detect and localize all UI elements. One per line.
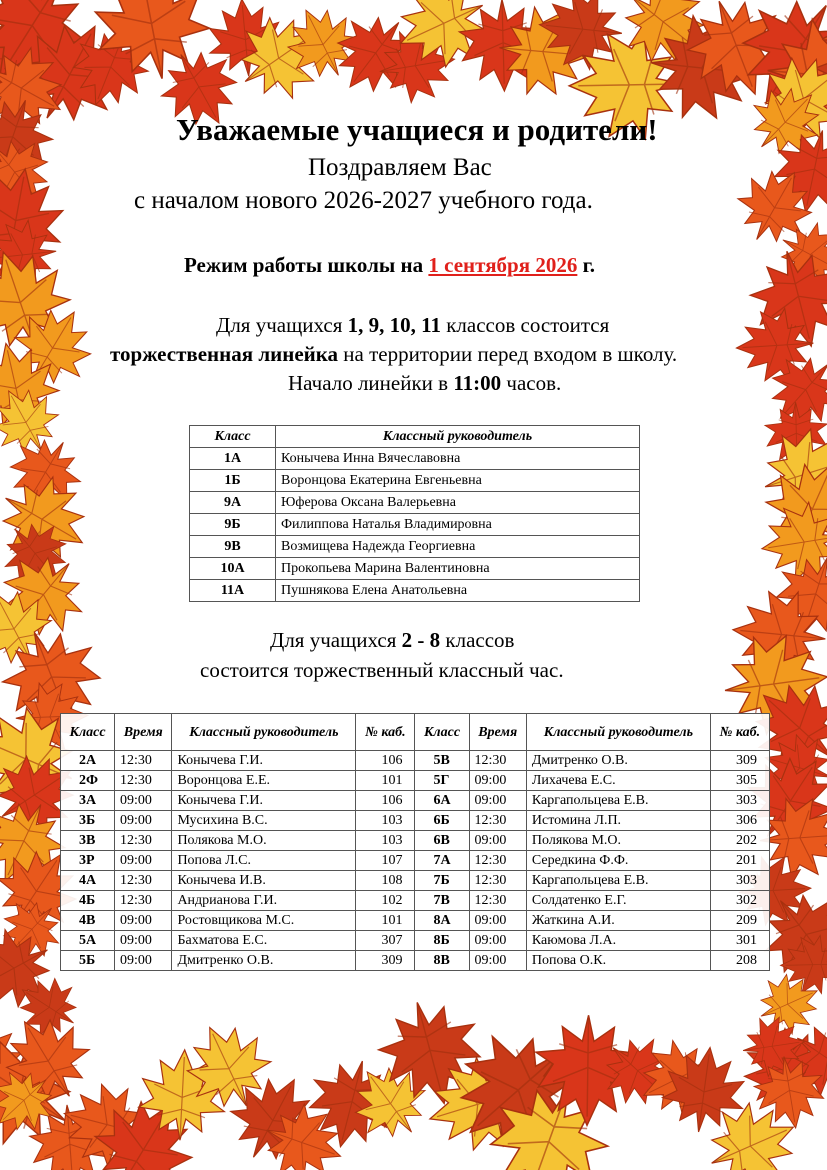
teacher-cell: Жаткина А.И. xyxy=(526,911,710,931)
ceremony-event: торжественная линейка xyxy=(110,342,339,366)
teacher-cell: Попова О.К. xyxy=(526,951,710,971)
room-cell: 302 xyxy=(710,891,769,911)
room-column-header: № каб. xyxy=(356,714,415,751)
greeting-line-1: Поздравляем Вас xyxy=(308,154,492,181)
teacher-cell: Истомина Л.П. xyxy=(526,811,710,831)
class-column-header: Класс xyxy=(61,714,115,751)
class-cell: 6А xyxy=(415,791,469,811)
teacher-cell: Филиппова Наталья Владимировна xyxy=(276,514,640,536)
class-cell: 5А xyxy=(61,931,115,951)
classhour-text: Для учащихся xyxy=(270,628,402,652)
table-row xyxy=(61,751,770,771)
class-cell: 3А xyxy=(61,791,115,811)
teacher-cell: Дмитренко О.В. xyxy=(526,751,710,771)
room-cell: 201 xyxy=(710,851,769,871)
teacher-cell: Конычева Инна Вячеславовна xyxy=(276,448,640,470)
teacher-cell: Конычева Г.И. xyxy=(172,751,356,771)
teacher-cell: Юферова Оксана Валерьевна xyxy=(276,492,640,514)
teacher-cell: Попова Л.С. xyxy=(172,851,356,871)
room-cell: 208 xyxy=(710,951,769,971)
table-row xyxy=(61,851,770,871)
time-cell: 12:30 xyxy=(115,871,172,891)
teacher-cell: Бахматова Е.С. xyxy=(172,931,356,951)
ceremony-text: на территории перед входом в школу. xyxy=(338,342,678,366)
room-cell: 309 xyxy=(356,951,415,971)
class-cell: 8А xyxy=(415,911,469,931)
schedule-prefix: Режим работы школы на xyxy=(184,253,429,277)
ceremony-text: классов состоится xyxy=(440,313,610,337)
class-cell: 7Б xyxy=(415,871,469,891)
time-cell: 12:30 xyxy=(469,851,526,871)
class-cell: 5Б xyxy=(61,951,115,971)
time-cell: 09:00 xyxy=(469,951,526,971)
table-header-row xyxy=(61,714,770,751)
class-cell: 3Б xyxy=(61,811,115,831)
class-cell: 5Г xyxy=(415,771,469,791)
teacher-cell: Андрианова Г.И. xyxy=(172,891,356,911)
room-cell: 303 xyxy=(710,871,769,891)
time-cell: 09:00 xyxy=(469,831,526,851)
room-cell: 202 xyxy=(710,831,769,851)
classhour-line-2: состоится торжественный классный час. xyxy=(200,658,564,682)
teacher-cell: Воронцова Е.Е. xyxy=(172,771,356,791)
table-row xyxy=(61,771,770,791)
table-row xyxy=(61,831,770,851)
column-header: Классный руководитель xyxy=(276,426,640,448)
time-cell: 09:00 xyxy=(469,791,526,811)
class-cell: 1А xyxy=(190,448,276,470)
teacher-cell: Мусихина В.С. xyxy=(172,811,356,831)
teacher-cell: Каргапольцева Е.В. xyxy=(526,871,710,891)
teacher-cell: Конычева И.В. xyxy=(172,871,356,891)
table-header-row xyxy=(190,426,640,448)
time-cell: 09:00 xyxy=(115,791,172,811)
time-cell: 12:30 xyxy=(115,751,172,771)
class-cell: 7В xyxy=(415,891,469,911)
classhour-line-1 xyxy=(270,628,514,653)
teacher-cell: Солдатенко Е.Г. xyxy=(526,891,710,911)
table-row xyxy=(61,871,770,891)
class-cell: 4В xyxy=(61,911,115,931)
time-cell: 12:30 xyxy=(115,891,172,911)
ceremony-text: Начало линейки в xyxy=(288,371,454,395)
class-cell: 4А xyxy=(61,871,115,891)
classhour-grades: 2 - 8 xyxy=(401,628,441,652)
class-cell: 1Б xyxy=(190,470,276,492)
teacher-cell: Середкина Ф.Ф. xyxy=(526,851,710,871)
table-row xyxy=(190,492,640,514)
schedule-title xyxy=(184,253,595,278)
table-row xyxy=(61,811,770,831)
time-cell: 09:00 xyxy=(115,811,172,831)
ceremony-grades: 1, 9, 10, 11 xyxy=(347,313,441,337)
teacher-cell: Воронцова Екатерина Евгеньевна xyxy=(276,470,640,492)
room-cell: 107 xyxy=(356,851,415,871)
class-cell: 3Р xyxy=(61,851,115,871)
table-row xyxy=(190,470,640,492)
table-row xyxy=(61,931,770,951)
ceremony-line-1 xyxy=(216,313,609,338)
time-cell: 12:30 xyxy=(469,811,526,831)
room-cell: 307 xyxy=(356,931,415,951)
time-cell: 09:00 xyxy=(115,851,172,871)
ceremony-time: 11:00 xyxy=(453,371,502,395)
time-cell: 12:30 xyxy=(469,891,526,911)
class-cell: 9В xyxy=(190,536,276,558)
class-cell: 3В xyxy=(61,831,115,851)
class-cell: 7А xyxy=(415,851,469,871)
teacher-cell: Каргапольцева Е.В. xyxy=(526,791,710,811)
table-row xyxy=(61,951,770,971)
teacher-column-header: Классный руководитель xyxy=(526,714,710,751)
room-cell: 101 xyxy=(356,771,415,791)
table-row xyxy=(190,514,640,536)
table-row xyxy=(190,558,640,580)
ceremony-text: Для учащихся xyxy=(216,313,348,337)
room-cell: 305 xyxy=(710,771,769,791)
time-cell: 12:30 xyxy=(115,831,172,851)
greeting-line-2: с началом нового 2026-2027 учебного года. xyxy=(134,187,593,214)
room-cell: 102 xyxy=(356,891,415,911)
time-cell: 12:30 xyxy=(469,751,526,771)
page-heading: Уважаемые учащиеся и родители! xyxy=(176,112,658,147)
classhour-schedule-table xyxy=(60,713,770,971)
time-cell: 09:00 xyxy=(115,911,172,931)
teacher-column-header: Классный руководитель xyxy=(172,714,356,751)
teacher-cell: Конычева Г.И. xyxy=(172,791,356,811)
table-row xyxy=(190,448,640,470)
column-header: Класс xyxy=(190,426,276,448)
room-cell: 106 xyxy=(356,751,415,771)
ceremony-text: часов. xyxy=(501,371,562,395)
schedule-date: 1 сентября 2026 xyxy=(428,253,578,277)
teacher-cell: Дмитренко О.В. xyxy=(172,951,356,971)
teacher-cell: Пушнякова Елена Анатольевна xyxy=(276,580,640,602)
room-column-header: № каб. xyxy=(710,714,769,751)
class-cell: 2А xyxy=(61,751,115,771)
room-cell: 303 xyxy=(710,791,769,811)
class-cell: 2Ф xyxy=(61,771,115,791)
teacher-cell: Ростовщикова М.С. xyxy=(172,911,356,931)
table-row xyxy=(61,891,770,911)
class-cell: 4Б xyxy=(61,891,115,911)
class-cell: 6Б xyxy=(415,811,469,831)
time-cell: 12:30 xyxy=(469,871,526,891)
class-cell: 6В xyxy=(415,831,469,851)
table-row xyxy=(190,536,640,558)
table-row xyxy=(61,911,770,931)
time-column-header: Время xyxy=(115,714,172,751)
class-cell: 8Б xyxy=(415,931,469,951)
ceremony-line-3 xyxy=(288,371,561,396)
class-cell: 11А xyxy=(190,580,276,602)
teacher-cell: Возмищева Надежда Георгиевна xyxy=(276,536,640,558)
class-column-header: Класс xyxy=(415,714,469,751)
table-row xyxy=(190,580,640,602)
room-cell: 301 xyxy=(710,931,769,951)
teacher-cell: Лихачева Е.С. xyxy=(526,771,710,791)
room-cell: 108 xyxy=(356,871,415,891)
room-cell: 309 xyxy=(710,751,769,771)
time-cell: 09:00 xyxy=(469,911,526,931)
time-cell: 09:00 xyxy=(115,931,172,951)
room-cell: 306 xyxy=(710,811,769,831)
room-cell: 103 xyxy=(356,811,415,831)
table-row xyxy=(61,791,770,811)
class-cell: 8В xyxy=(415,951,469,971)
class-cell: 9Б xyxy=(190,514,276,536)
room-cell: 106 xyxy=(356,791,415,811)
room-cell: 101 xyxy=(356,911,415,931)
time-cell: 12:30 xyxy=(115,771,172,791)
ceremony-teachers-table xyxy=(189,425,640,602)
room-cell: 209 xyxy=(710,911,769,931)
time-cell: 09:00 xyxy=(115,951,172,971)
teacher-cell: Полякова М.О. xyxy=(172,831,356,851)
time-column-header: Время xyxy=(469,714,526,751)
time-cell: 09:00 xyxy=(469,771,526,791)
ceremony-line-2 xyxy=(110,342,677,367)
class-cell: 9А xyxy=(190,492,276,514)
teacher-cell: Прокопьева Марина Валентиновна xyxy=(276,558,640,580)
teacher-cell: Каюмова Л.А. xyxy=(526,931,710,951)
schedule-suffix: г. xyxy=(577,253,596,277)
class-cell: 10А xyxy=(190,558,276,580)
teacher-cell: Полякова М.О. xyxy=(526,831,710,851)
classhour-text: классов xyxy=(440,628,515,652)
time-cell: 09:00 xyxy=(469,931,526,951)
class-cell: 5В xyxy=(415,751,469,771)
room-cell: 103 xyxy=(356,831,415,851)
